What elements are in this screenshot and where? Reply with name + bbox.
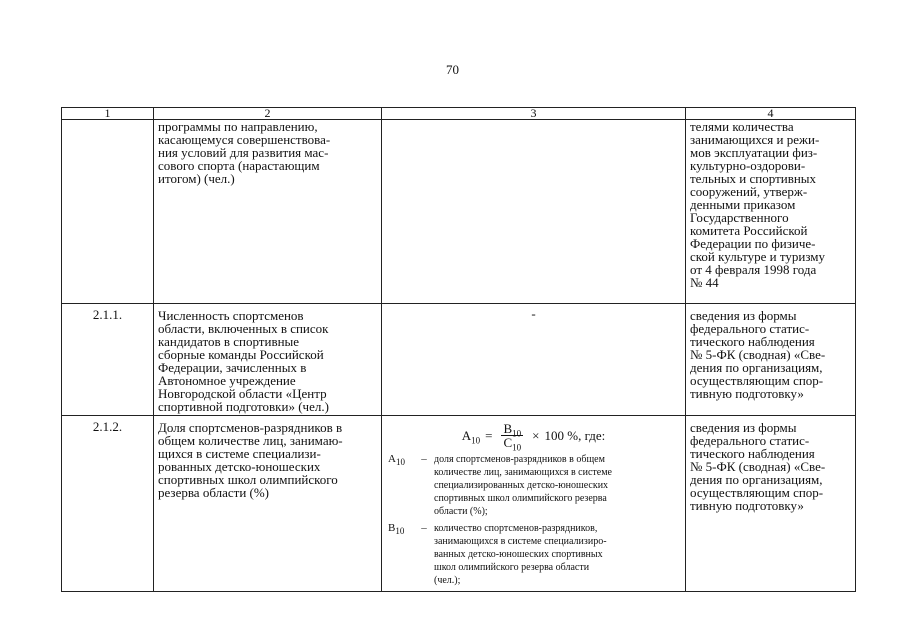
text-line: сооружений, утверж- [690, 184, 808, 199]
text-line: тивную подготовку» [690, 386, 804, 401]
text-line: мов эксплуатации физ- [690, 145, 818, 160]
text-line: № 5-ФК (сводная) «Све- [690, 347, 826, 362]
row-number-cell: 2.1.1. [62, 304, 154, 416]
table-header-row [62, 108, 856, 120]
text-line: федерального статис- [690, 321, 810, 336]
source-cell [686, 304, 856, 416]
table-row-continuation [62, 120, 856, 304]
text-line: занимающихся и режи- [690, 132, 820, 147]
text-line: ской культуре и туризму [690, 249, 825, 264]
text-line: комитета Российской [690, 223, 808, 238]
row-number-cell [62, 120, 154, 304]
source-cell [686, 120, 856, 304]
text-line: Численность спортсменов [158, 308, 304, 323]
formula-tail: 100 %, где: [544, 428, 606, 443]
method-cell: - [382, 304, 686, 416]
text-line: сведения из формы [690, 308, 797, 323]
text-line: ния условий для развития мас- [158, 145, 329, 160]
fraction-numerator: $B_{10}$ [503, 421, 522, 439]
legend-dash: – [421, 453, 427, 465]
method-cell [382, 120, 686, 304]
text-line: щихся в системе специализи- [158, 446, 321, 461]
header-cell-2: 2 [154, 108, 382, 120]
text-line: касающемуся совершенствова- [158, 132, 331, 147]
text-line: спортивной подготовки» (чел.) [158, 399, 329, 414]
text-line: Федерации по физиче- [690, 236, 816, 251]
equals-sign: = [485, 428, 493, 443]
text-line: тельных и спортивных [690, 171, 817, 186]
text-line: области, включенных в список [158, 321, 329, 336]
fraction [501, 421, 523, 453]
text-line: федерального статис- [690, 433, 810, 448]
text-line: осуществляющим спор- [690, 485, 824, 500]
text-line: спортивных школ олимпийского [158, 472, 338, 487]
row-number-cell: 2.1.2. [62, 416, 154, 592]
header-cell-3: 3 [382, 108, 686, 120]
text-line: кандидатов в спортивные [158, 334, 300, 349]
times-sign: × [532, 428, 540, 443]
text-line: сведения из формы [690, 420, 797, 435]
table-row-2-1-2 [62, 416, 856, 592]
text-line: от 4 февраля 1998 года [690, 262, 817, 277]
text-line: резерва области (%) [158, 485, 270, 500]
text-line: сового спорта (нарастающим [158, 158, 320, 173]
text-line: культурно-оздорови- [690, 158, 806, 173]
text-line: Новгородской области «Центр [158, 386, 327, 401]
text-line: Автономное учреждение [158, 373, 296, 388]
indicators-table [61, 107, 856, 592]
indicator-name-cell [154, 120, 382, 304]
text-line: телями количества [690, 119, 794, 134]
text-line: общем количестве лиц, занимаю- [158, 433, 343, 448]
source-cell [686, 416, 856, 592]
table-row-2-1-1 [62, 304, 856, 416]
text-line: Государственного [690, 210, 789, 225]
text-line: дения по организациям, [690, 472, 823, 487]
text-line: рованных детско-юношеских [158, 459, 321, 474]
text-line: сборные команды Российской [158, 347, 324, 362]
page-number: 70 [446, 62, 459, 77]
formula [382, 421, 685, 453]
header-cell-1: 1 [62, 108, 154, 120]
header-cell-4: 4 [686, 108, 856, 120]
indicator-name-cell [154, 416, 382, 592]
text-line: программы по направлению, [158, 119, 318, 134]
text-line: № 5-ФК (сводная) «Све- [690, 459, 826, 474]
legend-symbol: $B_{10}$ [388, 522, 405, 537]
legend-text: доля спортсменов-разрядников в общем количестве лиц, занимающихся в системе специализированных детско-юношеских спортивных школ олимпийского резерва области (%); [434, 454, 612, 517]
formula-lhs: $A_{10}$ [461, 428, 481, 446]
text-line: денными приказом [690, 197, 796, 212]
fraction-denominator: $C_{10}$ [503, 435, 522, 453]
text-line: тического наблюдения [690, 446, 815, 461]
text-line: осуществляющим спор- [690, 373, 824, 388]
legend-text: количество спортсменов-разрядников, занимающихся в системе специализиро- ванных детско-юношеских спортивных школ олимпийского резерва области (чел.); [434, 523, 607, 586]
text-line: Доля спортсменов-разрядников в [158, 420, 343, 435]
method-cell [382, 416, 686, 592]
formula-legend [382, 453, 685, 587]
text-line: № 44 [690, 275, 719, 290]
text-line: тивную подготовку» [690, 498, 804, 513]
text-line: Федерации, зачисленных в [158, 360, 307, 375]
indicator-name-cell [154, 304, 382, 416]
text-line: итогом) (чел.) [158, 171, 235, 186]
legend-item [382, 453, 685, 518]
legend-item [382, 522, 685, 587]
legend-symbol: $A_{10}$ [388, 453, 405, 468]
text-line: тического наблюдения [690, 334, 815, 349]
text-line: дения по организациям, [690, 360, 823, 375]
legend-dash: – [421, 522, 427, 534]
